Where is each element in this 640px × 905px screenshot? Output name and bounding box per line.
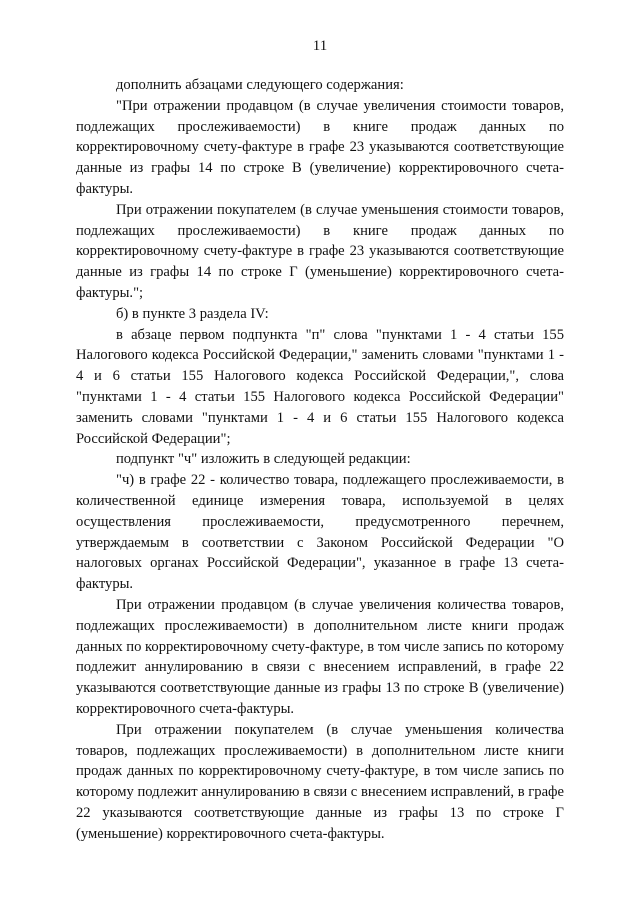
paragraph-buyer-quantity: При отражении покупателем (в случае уменьшения количества товаров, подлежащих прослеживаемости) в дополнительном листе книги продаж данных по корректировочному счету-фактуре, в том числе запись по которому подлежит аннулированию в связи с внесением исправлений, в графе 22 указываются соответствующие данные из графы 13 по строке Г (уменьшение) корректировочного счета-фактуры.: [76, 721, 564, 842]
paragraph-subitem-p: в абзаце первом подпункта "п" слова "пунктами 1 - 4 статьи 155 Налогового кодекса Российской Федерации," заменить словами "пунктами 1 - 4 и 6 статьи 155 Налогового кодекса Российской Федерации,", слова "пунктами 1 - 4 статьи 155 Налогового кодекса Российской Федерации" заменить словами "пунктами 1 - 4 и 6 статьи 155 Налогового кодекса Российской Федерации";: [76, 326, 564, 447]
paragraph-seller-cost: "При отражении продавцом (в случае увеличения стоимости товаров, подлежащих прослеживаемости) в книге продаж данных по корректировочному счету-фактуре в графе 23 указываются соответствующие данные из графы 14 по строке В (увеличение) корректировочного счета-фактуры.: [76, 97, 564, 197]
paragraph-item-b: б) в пункте 3 раздела IV:: [116, 305, 269, 322]
paragraph-subitem-ch: "ч) в графе 22 - количество товара, подлежащего прослеживаемости, в количественной единице измерения товара, используемой в целях осуществления прослеживаемости, предусмотренного перечнем, утверждаемым в соответствии с Законом Российской Федерации "О налоговых органах Российской Федерации", указанное в графе 13 счета-фактуры.: [76, 472, 564, 593]
paragraph-seller-quantity: При отражении продавцом (в случае увеличения количества товаров, подлежащих прослеживаемости) в дополнительном листе книги продаж данных по корректировочному счету-фактуре, в том числе запись по которому подлежит аннулированию в связи с внесением исправлений, в графе 22 указываются соответствующие данные из графы 13 по строке В (увеличение) корректировочного счета-фактуры.: [76, 596, 564, 717]
document-body: [76, 75, 564, 844]
page-number: 11: [312, 38, 328, 54]
paragraph-subitem-ch-heading: подпункт "ч" изложить в следующей редакции:: [116, 451, 411, 468]
paragraph-intro: дополнить абзацами следующего содержания:: [116, 77, 404, 93]
paragraph-buyer-cost: При отражении покупателем (в случае уменьшения стоимости товаров, подлежащих прослеживаемости) в книге продаж данных по корректировочному счету-фактуре в графе 23 указываются соответствующие данные из графы 14 по строке Г (уменьшение) корректировочного счета-фактуры.";: [76, 201, 564, 301]
